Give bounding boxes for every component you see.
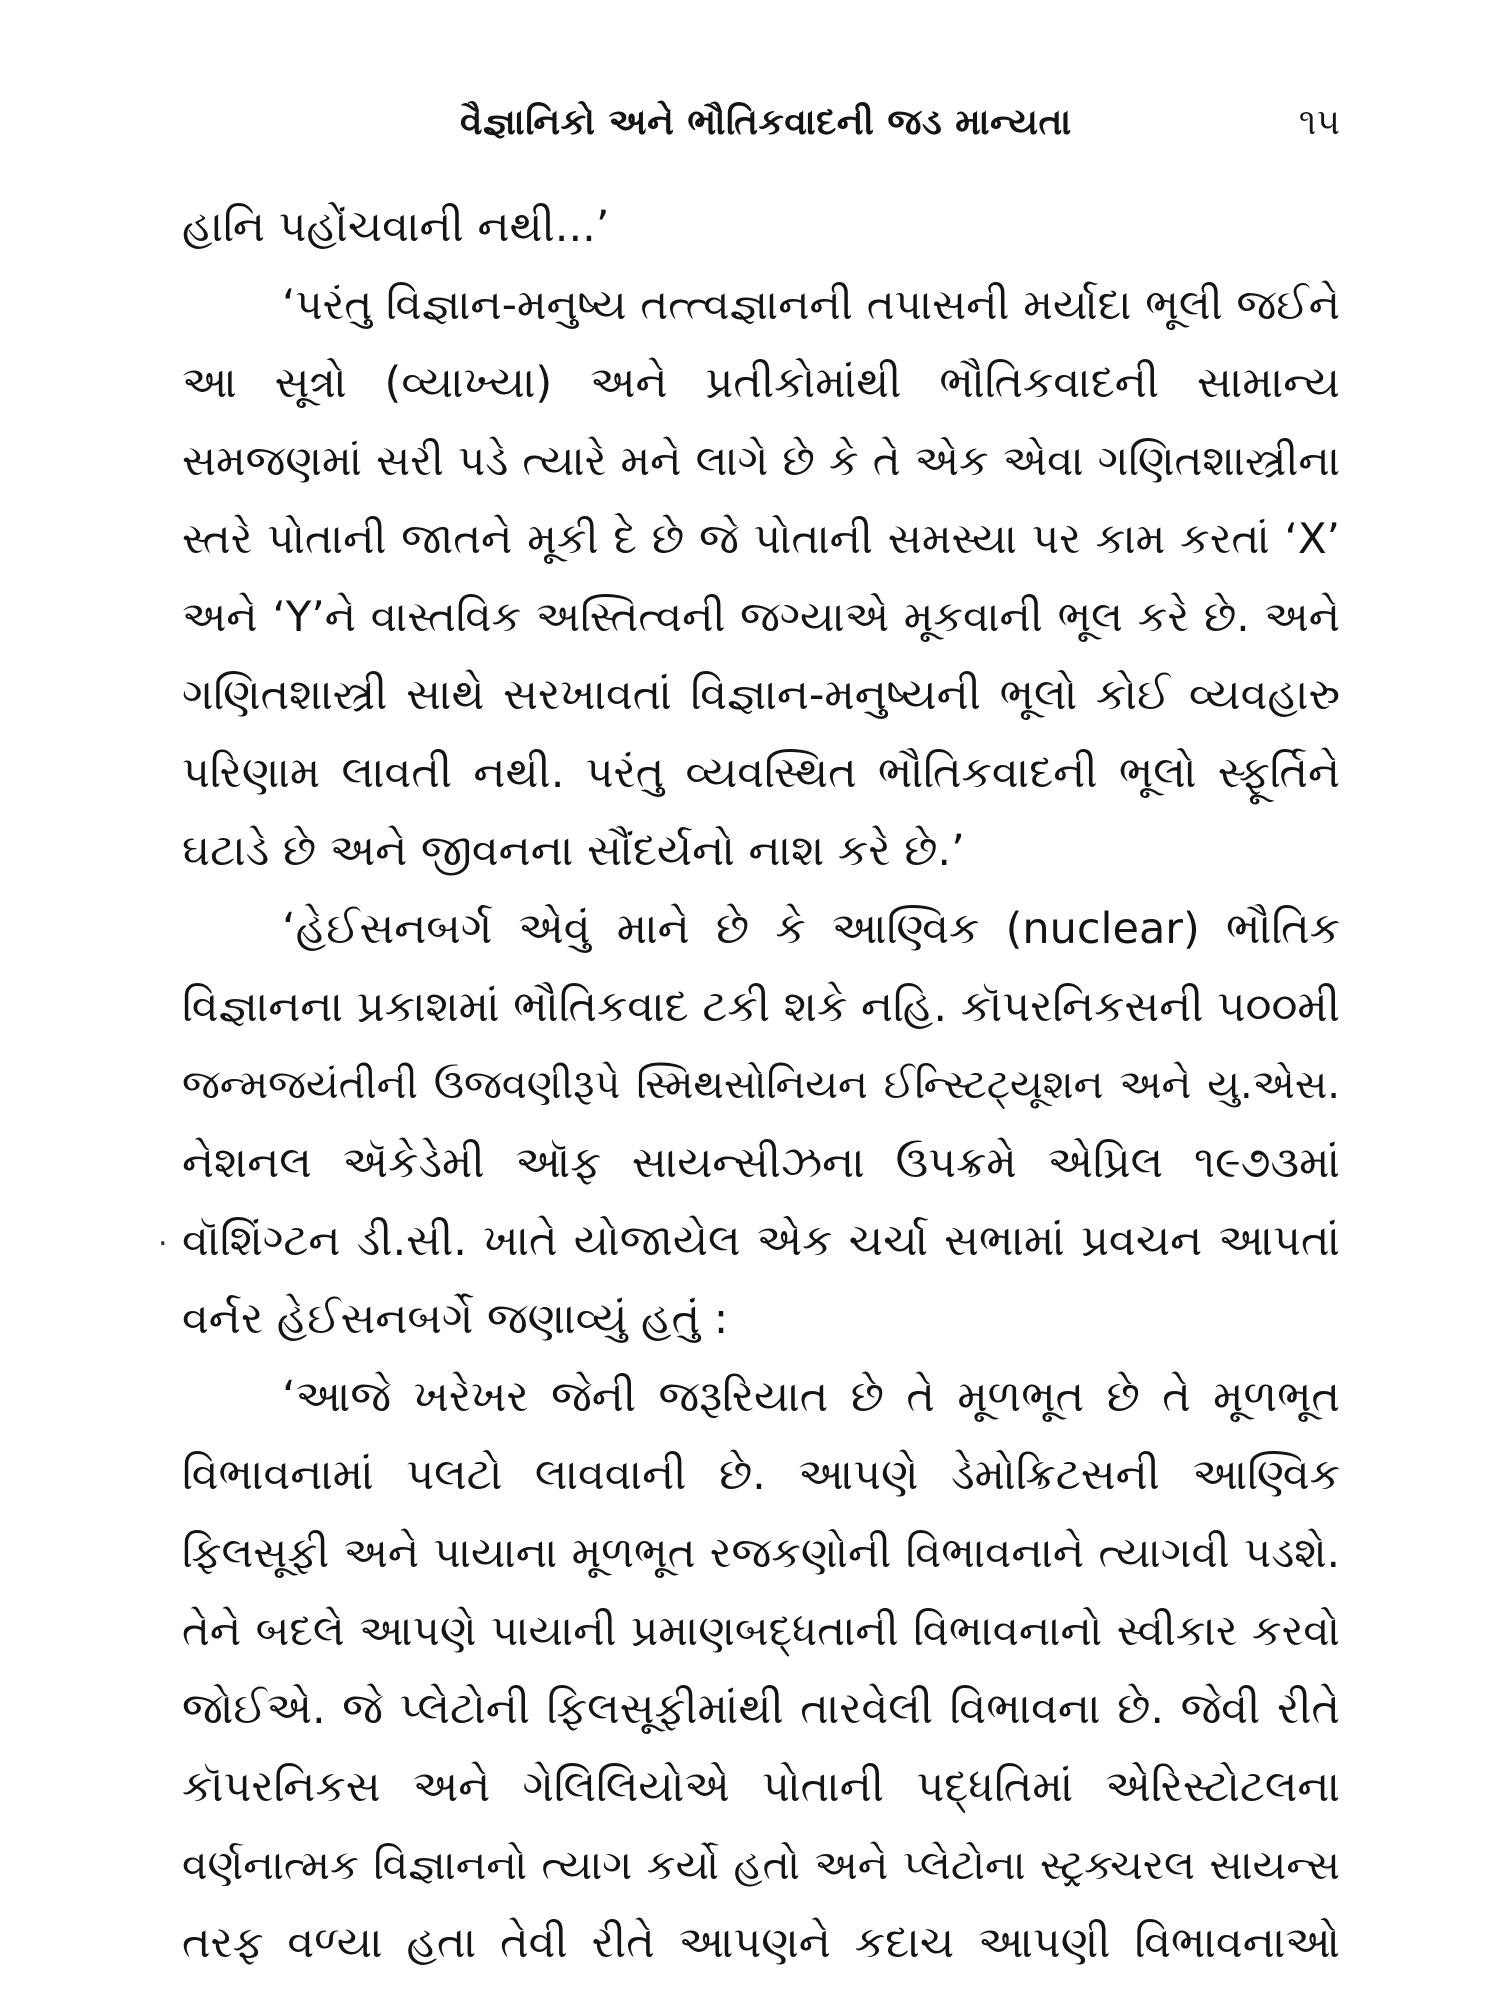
text-line: અને ‘Y’ને વાસ્તવિક અસ્તિત્વની જગ્યાએ મૂકવાની ભૂલ કરે છે. અને <box>182 592 1340 641</box>
text-line: ‘પરંતુ વિજ્ઞાન-મનુષ્ય તત્ત્વજ્ઞાનની તપાસની મર્યાદા ભૂલી જઈને <box>282 280 1340 329</box>
running-head: વૈજ્ઞાનિકો અને ભૌતિકવાદની જડ માન્યતા <box>460 102 1072 143</box>
text-line: જોઈએ. જે પ્લેટોની ફિલસૂફીમાંથી તારવેલી વિભાવના છે. જેવી રીતે <box>182 1684 1340 1734</box>
text-line: તરફ વળ્યા હતા તેવી રીતે આપણને કદાચ આપણી વિભાવનાઓ <box>182 1918 1340 1968</box>
text-line: જન્મજયંતીની ઉજવણીરૂપે સ્મિથસોનિયન ઈન્સ્ટિટ્યૂશન અને યુ.એસ. <box>182 1062 1340 1108</box>
text-line: વિજ્ઞાનના પ્રકાશમાં ભૌતિકવાદ ટકી શકે નહિ. કૉપરનિકસની ૫૦૦મી <box>182 982 1340 1032</box>
text-line: વર્ણનાત્મક વિજ્ઞાનનો ત્યાગ કર્યો હતો અને પ્લેટોના સ્ટ્રક્ચરલ સાયન્સ <box>182 1841 1340 1889</box>
text-line: ગણિતશાસ્ત્રી સાથે સરખાવતાં વિજ્ઞાન-મનુષ્યની ભૂલો કોઈ વ્યવહારુ <box>182 670 1340 720</box>
text-line: વર્નર હેઈસનબર્ગે જણાવ્યું હતું : <box>182 1294 729 1344</box>
text-line: પરિણામ લાવતી નથી. પરંતુ વ્યવસ્થિત ભૌતિકવાદની ભૂલો સ્ફૂર્તિને <box>182 748 1340 798</box>
text-line: ‘હેઈસનબર્ગ એવું માને છે કે આણ્વિક (nuclear) ભૌતિક <box>282 904 1340 954</box>
text-line: ઘટાડે છે અને જીવનના સૌંદર્યનો નાશ કરે છે.’ <box>182 826 965 876</box>
page-header <box>180 102 1340 162</box>
text-line: નેશનલ ઍકેડેમી ઑફ સાયન્સીઝના ઉપક્રમે એપ્રિલ ૧૯૭૩માં <box>182 1138 1340 1188</box>
text-line: વૉશિંગ્ટન ડી.સી. ખાતે યોજાયેલ એક ચર્ચા સભામાં પ્રવચન આપતાં <box>182 1216 1340 1266</box>
page-number: ૧૫ <box>1298 102 1340 143</box>
body-text <box>182 188 1340 1982</box>
text-line: કૉપરનિકસ અને ગેલિલિયોએ પોતાની પદ્ધતિમાં એરિસ્ટોટલના <box>182 1762 1340 1812</box>
text-line: તેને બદલે આપણે પાયાની પ્રમાણબદ્ધતાની વિભાવનાનો સ્વીકાર કરવો <box>182 1606 1340 1655</box>
text-line: સમજણમાં સરી પડે ત્યારે મને લાગે છે કે તે એક એવા ગણિતશાસ્ત્રીના <box>182 436 1340 485</box>
text-line: વિભાવનામાં પલટો લાવવાની છે. આપણે ડેમોક્રિટસની આણ્વિક <box>182 1450 1340 1500</box>
text-line: આ સૂત્રો (વ્યાખ્યા) અને પ્રતીકોમાંથી ભૌતિકવાદની સામાન્ય <box>182 358 1340 408</box>
text-line: ‘આજે ખરેખર જેની જરૂરિયાત છે તે મૂળભૂત છે તે મૂળભૂત <box>282 1372 1340 1422</box>
text-line: હાનિ પહોંચવાની નથી...’ <box>182 202 610 252</box>
text-line: ફિલસૂફી અને પાયાના મૂળભૂત રજકણોની વિભાવનાને ત્યાગવી પડશે. <box>182 1528 1340 1577</box>
scan-speck: . <box>158 1218 168 1253</box>
text-line: સ્તરે પોતાની જાતને મૂકી દે છે જે પોતાની સમસ્યા પર કામ કરતાં ‘X’ <box>182 514 1340 563</box>
